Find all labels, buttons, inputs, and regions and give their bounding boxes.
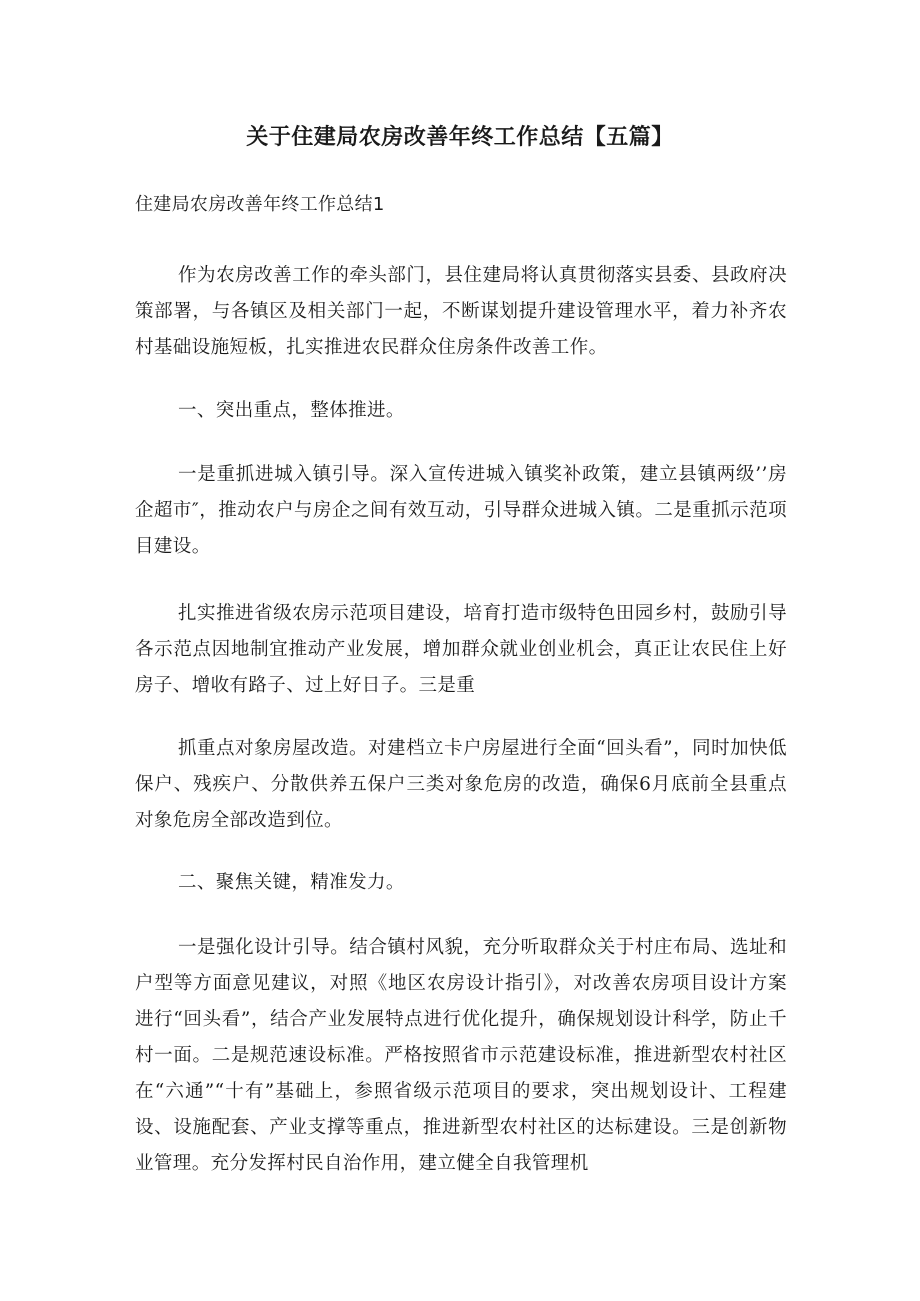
paragraph-item: 一是重抓进城入镇引导。深入宣传进城入镇奖补政策，建立县镇两级’’房企超市″，推动农户与房企之间有效互动，引导群众进城入镇。二是重抓示范项目建设。	[135, 464, 787, 557]
section-subtitle: 住建局农房改善年终工作总结1	[135, 194, 385, 215]
section-heading-2: 二、聚焦关键，精准发力。	[178, 872, 405, 893]
paragraph-item: 一是强化设计引导。结合镇村风貌，充分听取群众关于村庄布局、选址和户型等方面意见建议，对照《地区农房设计指引》，对改善农房项目设计方案进行“回头看”，结合产业发展特点进行优化提升，确保规划设计科学，防止千村一面。二是规范速设标准。严格按照省市示范建设标准，推进新型农村社区在“六通”“十有”基础上，参照省级示范项目的要求，突出规划设计、工程建设、设施配套、产业支撑等重点，推进新型农村社区的达标建设。三是创新物业管理。充分发挥村民自治作用，建立健全自我管理机	[135, 937, 787, 1174]
document-title: 关于住建局农房改善年终工作总结【五篇】	[246, 125, 674, 150]
section-heading-1: 一、突出重点，整体推进。	[178, 400, 405, 421]
paragraph-item: 抓重点对象房屋改造。对建档立卡户房屋进行全面“回头看”，同时加快低保户、残疾户、分散供养五保户三类对象危房的改造，确保6月底前全县重点对象危房全部改造到位。	[135, 738, 787, 831]
paragraph-item: 扎实推进省级农房示范项目建设，培育打造市级特色田园乡村，鼓励引导各示范点因地制宜推动产业发展，增加群众就业创业机会，真正让农民住上好房子、增收有路子、过上好日子。三是重	[135, 603, 787, 696]
paragraph-intro: 作为农房改善工作的牵头部门，县住建局将认真贯彻落实县委、县政府决策部署，与各镇区及相关部门一起，不断谋划提升建设管理水平，着力补齐农村基础设施短板，扎实推进农民群众住房条件改善工作。	[135, 265, 787, 358]
